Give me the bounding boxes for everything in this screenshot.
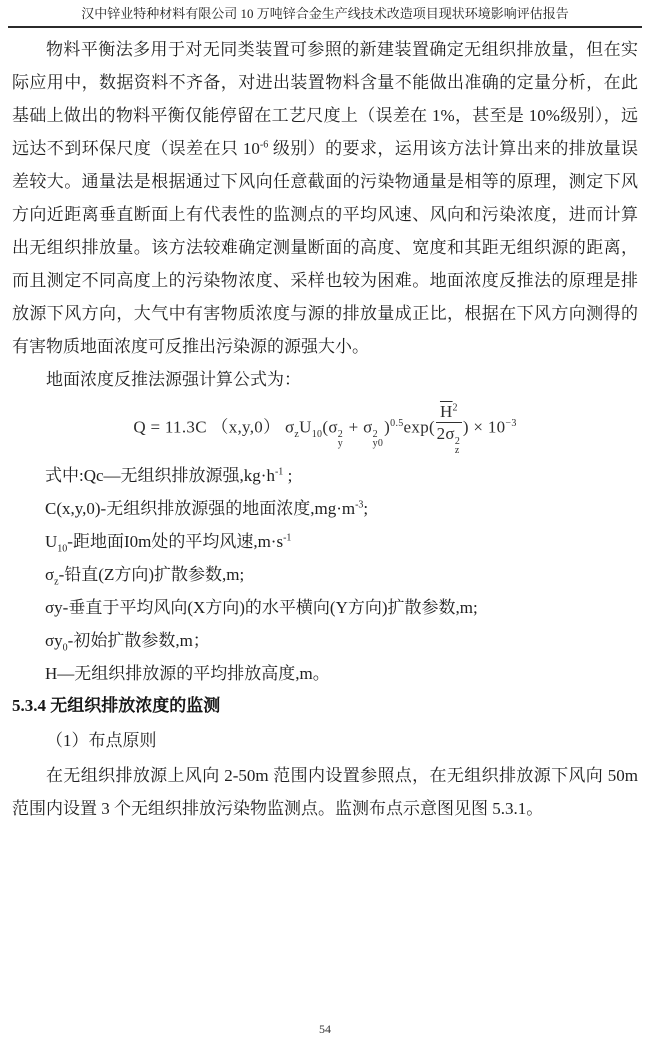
paragraph-monitoring-points: 在无组织排放源上风向 2-50m 范围内设置参照点，在无组织排放源下风向 50m 范围内设置 3 个无组织排放污染物监测点。监测布点示意图见图 5.3.1。 bbox=[12, 766, 638, 818]
formula-open-sigma: (σ bbox=[322, 417, 338, 437]
formula-sigma-y-supsub: 2 y bbox=[337, 429, 344, 450]
formula-close-paren: ) bbox=[384, 417, 391, 437]
section-heading-5-3-4: 5.3.4 无组织排放浓度的监测 bbox=[12, 696, 221, 715]
definition-sigma-y0: $\sigma y_0-$初始扩散参数,m； bbox=[45, 631, 210, 654]
definition-H: H—无组织排放源的平均排放高度,m。 bbox=[45, 664, 330, 683]
formula-u: U bbox=[299, 417, 312, 437]
formula-exp-close: ) bbox=[462, 417, 469, 437]
definition-sigma-z: $\sigma_z-$铅直(Z方向)扩散参数,m; bbox=[45, 565, 245, 588]
formula-exp-open: exp( bbox=[403, 417, 435, 437]
formula-sigma-y0-supsub: 2 y0 bbox=[372, 429, 384, 450]
fraction-numerator: $\overline{H}^2$ bbox=[436, 402, 462, 423]
formula-times-sup: −3 bbox=[505, 417, 517, 429]
formula-term-definitions bbox=[12, 459, 638, 690]
definition-U10: $U_{10}-$距地面I0m处的平均风速$,m\cdot s^{-1}$ bbox=[45, 532, 292, 555]
fraction-denominator: 2σ 2 z bbox=[436, 424, 461, 456]
paragraph-formula-intro: 地面浓度反推法源强计算公式为： bbox=[46, 370, 301, 389]
running-header bbox=[8, 0, 642, 28]
report-title: 汉中锌业特种材料有限公司 10 万吨锌合金生产线技术改造项目现状环境影响评估报告 bbox=[81, 6, 569, 21]
formula-u-sub: 10 bbox=[311, 428, 323, 440]
formula-times: × 10 bbox=[468, 417, 506, 437]
page-number: 54 bbox=[319, 1022, 331, 1036]
list-item-principles: （1）布点原则 bbox=[46, 731, 157, 750]
definition-Qc: 式中:Qc—无组织排放源强$,kg\cdot h^{-1}$ ; bbox=[45, 466, 293, 485]
page-footer bbox=[0, 1022, 650, 1037]
formula-fraction bbox=[436, 402, 462, 455]
paragraph-emission-methods: 物料平衡法多用于对无同类装置可参照的新建装置确定无组织排放量，但在实际应用中，数据资料不齐备，对进出装置物料含量不能做出准确的定量分析，在此基础上做出的物料平衡仅能停留在工艺尺度上（误差在 1%，甚至是 10%级别），远远达不到环保尺度（误差在只 $10^{-6}$ 级别）的要求，运用该方法计算出来的排放量误差较大。通量法是根据通过下风向任意截面的污染物通量是相等的原理，测定下风方向近距离垂直断面上有代表性的监测点的平均风速、风向和污染浓度，进而计算出无组织排放量。该方法较难确定测量断面的高度、宽度和其距无组织源的距离，而且测定不同高度上的污染物浓度、采样也较为困难。地面浓度反推法的原理是排放源下风方向，大气中有害物质浓度与源的排放量成正比，根据在下风方向测得的有害物质地面浓度可反推出污染源的源强大小。 bbox=[12, 40, 639, 356]
formula-sigma-z-sub: z bbox=[294, 428, 300, 440]
definition-Cxy0: C(x,y,0)-无组织排放源强的地面浓度$,mg\cdot m^{-3}$; bbox=[45, 499, 369, 518]
formula-lead: Q = 11.3C （x,y,0） σ bbox=[133, 417, 295, 437]
formula-plus-sigma: + σ bbox=[344, 417, 373, 437]
definition-sigma-y: σy-垂直于平均风向(X方向)的水平横向(Y方向)扩散参数,m; bbox=[45, 598, 478, 617]
formula-power: 0.5 bbox=[390, 417, 404, 429]
source-strength-formula bbox=[12, 402, 638, 455]
page-body bbox=[0, 33, 650, 825]
